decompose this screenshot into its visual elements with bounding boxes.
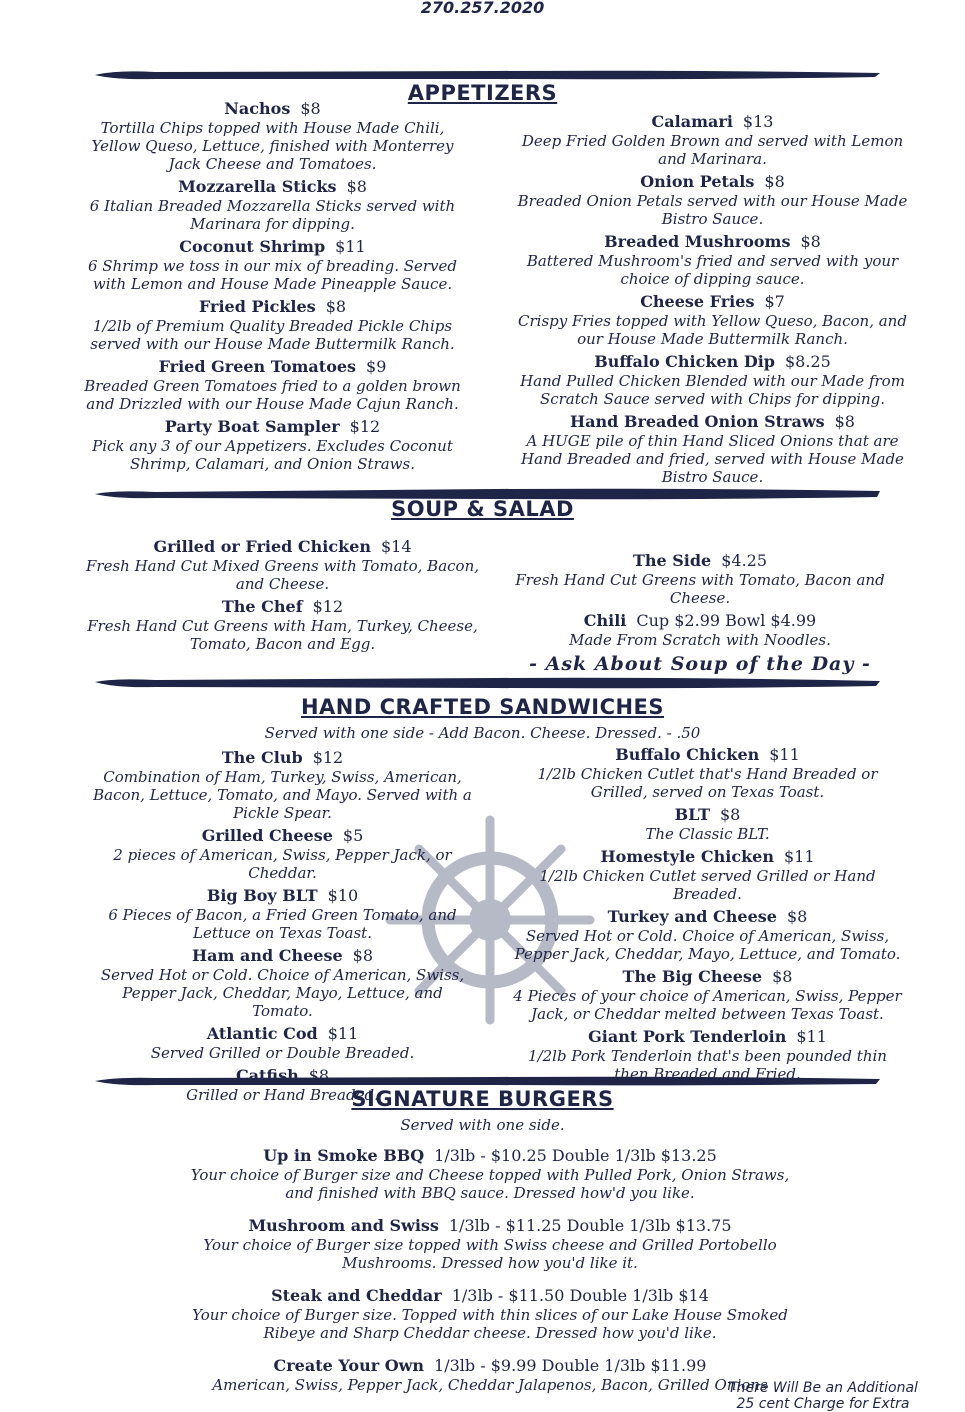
item-description: 1/2lb of Premium Quality Breaded Pickle Chips served with our House Made Buttermilk Ranch. — [90, 317, 455, 353]
menu-item — [85, 537, 480, 593]
menu-item — [510, 967, 905, 1023]
extra-charge-note: There Will Be an Additional 25 cent Charge for Extra — [728, 1380, 918, 1412]
item-price: $11 — [796, 1027, 827, 1046]
item-description: 1/2lb Chicken Cutlet that's Hand Breaded or Grilled, served on Texas Toast. — [537, 765, 878, 801]
item-price: $8.25 — [784, 352, 831, 371]
item-price: $7 — [764, 292, 785, 311]
appetizers-title: APPETIZERS — [407, 81, 558, 105]
menu-item — [190, 1356, 790, 1394]
item-description: Your choice of Burger size and Cheese topped with Pulled Pork, Onion Straws, and finished with BBQ sauce. Dressed how'd you like. — [190, 1166, 790, 1202]
item-name: Onion Petals — [640, 172, 755, 191]
item-price: $10 — [327, 886, 359, 905]
item-name: Nachos — [224, 99, 291, 118]
menu-item — [510, 805, 905, 843]
item-name: Big Boy BLT — [206, 886, 318, 905]
item-name: Catfish — [235, 1066, 299, 1085]
item-description: Pick any 3 of our Appetizers. Excludes Coconut Shrimp, Calamari, and Onion Straws. — [92, 437, 453, 473]
item-description: 2 pieces of American, Swiss, Pepper Jack, or Cheddar. — [113, 846, 452, 882]
item-description: Hand Pulled Chicken Blended with our Made from Scratch Sauce served with Chips for dipping. — [520, 372, 905, 408]
item-name: Create Your Own — [273, 1356, 425, 1375]
menu-item — [90, 1024, 475, 1062]
soup-salad-left-column — [85, 537, 480, 657]
burgers-list — [190, 1146, 790, 1408]
item-description: Breaded Onion Petals served with our House Made Bistro Sauce. — [517, 192, 908, 228]
item-description: Served Hot or Cold. Choice of American, Swiss, Pepper Jack, Cheddar, Mayo, Lettuce, and Tomato. — [514, 927, 901, 963]
item-price: Cup $2.99 Bowl $4.99 — [636, 611, 817, 630]
item-name: Fried Green Tomatoes — [158, 357, 357, 376]
menu-item — [80, 237, 465, 293]
menu-item — [515, 172, 910, 228]
item-name: The Club — [221, 748, 303, 767]
item-description: 1/2lb Chicken Cutlet served Grilled or Hand Breaded. — [539, 867, 876, 903]
menu-item — [500, 611, 900, 649]
item-price: $4.25 — [721, 551, 768, 570]
brush-divider — [95, 68, 880, 82]
item-name: Breaded Mushrooms — [604, 232, 791, 251]
item-description: Breaded Green Tomatoes fried to a golden brown and Drizzled with our House Made Cajun Ranch. — [84, 377, 461, 413]
item-description: A HUGE pile of thin Hand Sliced Onions that are Hand Breaded and fried, served with House Made Bistro Sauce. — [521, 432, 904, 486]
item-price: $8 — [786, 907, 808, 926]
menu-item — [510, 1027, 905, 1083]
item-price: $8 — [325, 297, 347, 316]
item-description: Fresh Hand Cut Greens with Ham, Turkey, Cheese, Tomato, Bacon and Egg. — [87, 617, 478, 653]
item-price: 1/3lb - $10.25 Double 1/3lb $13.25 — [434, 1146, 717, 1165]
item-name: Party Boat Sampler — [164, 417, 340, 436]
item-price: $12 — [312, 597, 344, 616]
menu-item — [510, 745, 905, 801]
item-description: Served Hot or Cold. Choice of American, Swiss, Pepper Jack, Cheddar, Mayo, Lettuce, and Tomato. — [100, 966, 465, 1020]
item-description: The Classic BLT. — [645, 825, 770, 843]
item-price: $12 — [312, 748, 344, 767]
menu-item — [190, 1286, 790, 1342]
soup-of-the-day: - Ask About Soup of the Day - — [529, 653, 871, 675]
menu-item — [190, 1216, 790, 1272]
appetizers-left-column — [80, 99, 465, 477]
item-description: Your choice of Burger size topped with Swiss cheese and Grilled Portobello Mushrooms. Dressed how you'd like it. — [203, 1236, 777, 1272]
menu-item — [515, 232, 910, 288]
item-price: $13 — [742, 112, 774, 131]
item-name: Mushroom and Swiss — [248, 1216, 439, 1235]
item-price: $8 — [834, 412, 855, 431]
item-price: $11 — [769, 745, 800, 764]
menu-item — [80, 357, 465, 413]
menu-item — [80, 177, 465, 233]
item-price: $8 — [800, 232, 821, 251]
item-description: Made From Scratch with Noodles. — [569, 631, 831, 649]
menu-item — [510, 907, 905, 963]
burgers-note: Served with one side. — [400, 1116, 565, 1134]
menu-item — [90, 886, 475, 942]
item-price: 1/3lb - $9.99 Double 1/3lb $11.99 — [434, 1356, 707, 1375]
item-name: The Chef — [221, 597, 303, 616]
item-description: Fresh Hand Cut Mixed Greens with Tomato, Bacon, and Cheese. — [85, 557, 480, 593]
item-description: 6 Italian Breaded Mozzarella Sticks served with Marinara for dipping. — [89, 197, 456, 233]
item-description: 1/2lb Pork Tenderloin that's been pounded thin then Breaded and Fried. — [528, 1047, 887, 1083]
soup-salad-title: SOUP & SALAD — [391, 497, 574, 521]
sandwiches-title: HAND CRAFTED SANDWICHES — [300, 695, 665, 719]
menu-item — [515, 412, 910, 486]
item-name: Coconut Shrimp — [179, 237, 326, 256]
item-name: Cheese Fries — [640, 292, 755, 311]
menu-item — [80, 99, 465, 173]
item-price: 1/3lb - $11.50 Double 1/3lb $14 — [451, 1286, 709, 1305]
item-name: Up in Smoke BBQ — [263, 1146, 425, 1165]
item-description: Grilled or Hand Breaded. — [186, 1086, 379, 1104]
item-price: $11 — [335, 237, 366, 256]
item-name: Grilled or Fried Chicken — [153, 537, 371, 556]
menu-item — [500, 551, 900, 607]
item-name: Chili — [583, 611, 627, 630]
item-name: Buffalo Chicken Dip — [594, 352, 775, 371]
item-name: Hand Breaded Onion Straws — [570, 412, 825, 431]
item-description: Crispy Fries topped with Yellow Queso, Bacon, and our House Made Buttermilk Ranch. — [518, 312, 907, 348]
item-name: Homestyle Chicken — [600, 847, 774, 866]
item-description: Deep Fried Golden Brown and served with Lemon and Marinara. — [521, 132, 904, 168]
appetizers-right-column — [515, 112, 910, 490]
item-name: Calamari — [651, 112, 733, 131]
item-description: Tortilla Chips topped with House Made Chili, Yellow Queso, Lettuce, finished with Monterrey Jack Cheese and Tomatoes. — [91, 119, 454, 173]
menu-item — [90, 826, 475, 882]
menu-item — [85, 597, 480, 653]
menu-item — [515, 352, 910, 408]
soup-salad-right-column — [500, 551, 900, 675]
item-name: BLT — [674, 805, 710, 824]
item-price: $9 — [366, 357, 387, 376]
item-price: $14 — [381, 537, 412, 556]
item-price: $11 — [783, 847, 815, 866]
item-name: Grilled Cheese — [201, 826, 333, 845]
item-price: $5 — [342, 826, 364, 845]
menu-item — [515, 112, 910, 168]
item-price: $8 — [300, 99, 321, 118]
item-name: Atlantic Cod — [206, 1024, 318, 1043]
item-description: Fresh Hand Cut Greens with Tomato, Bacon and Cheese. — [515, 571, 885, 607]
item-price: $8 — [346, 177, 367, 196]
item-description: Combination of Ham, Turkey, Swiss, American, Bacon, Lettuce, Tomato, and Mayo. Served with a Pickle Spear. — [93, 768, 472, 822]
item-name: Fried Pickles — [198, 297, 316, 316]
item-description: 6 Pieces of Bacon, a Fried Green Tomato, and Lettuce on Texas Toast. — [108, 906, 457, 942]
item-description: American, Swiss, Pepper Jack, Cheddar Jalapenos, Bacon, Grilled Onions — [212, 1376, 768, 1394]
item-description: 6 Shrimp we toss in our mix of breading. Served with Lemon and House Made Pineapple Sauce. — [87, 257, 458, 293]
item-name: Mozzarella Sticks — [178, 177, 337, 196]
sandwiches-note: Served with one side - Add Bacon. Cheese. Dressed. - .50 — [264, 724, 701, 742]
menu-item — [190, 1146, 790, 1202]
item-price: $12 — [349, 417, 381, 436]
item-name: Steak and Cheddar — [271, 1286, 442, 1305]
item-description: 4 Pieces of your choice of American, Swiss, Pepper Jack, or Cheddar melted between Texas Toast. — [513, 987, 902, 1023]
brush-divider — [95, 676, 880, 690]
sandwiches-right-column — [510, 745, 905, 1087]
item-name: Ham and Cheese — [191, 946, 343, 965]
item-price: $8 — [352, 946, 373, 965]
item-price: $8 — [308, 1066, 330, 1085]
item-description: Battered Mushroom's fried and served with your choice of dipping sauce. — [526, 252, 899, 288]
menu-item — [90, 946, 475, 1020]
item-name: Turkey and Cheese — [607, 907, 777, 926]
burgers-title: SIGNATURE BURGERS — [351, 1087, 614, 1111]
menu-item — [80, 297, 465, 353]
menu-item — [515, 292, 910, 348]
item-name: The Big Cheese — [622, 967, 763, 986]
menu-item — [80, 417, 465, 473]
item-name: The Side — [632, 551, 712, 570]
item-price: $11 — [327, 1024, 359, 1043]
item-name: Giant Pork Tenderloin — [588, 1027, 787, 1046]
item-price: $8 — [772, 967, 793, 986]
item-description: Your choice of Burger size. Topped with thin slices of our Lake House Smoked Ribeye and Sharp Cheddar cheese. Dressed how you'd like. — [192, 1306, 788, 1342]
sandwiches-left-column — [90, 748, 475, 1108]
item-price: $8 — [764, 172, 785, 191]
item-price: 1/3lb - $11.25 Double 1/3lb $13.75 — [448, 1216, 732, 1235]
phone-number: 270.257.2020 — [420, 0, 545, 17]
menu-item — [90, 748, 475, 822]
item-description: Served Grilled or Double Breaded. — [150, 1044, 415, 1062]
item-price: $8 — [720, 805, 741, 824]
menu-item — [510, 847, 905, 903]
item-name: Buffalo Chicken — [615, 745, 760, 764]
